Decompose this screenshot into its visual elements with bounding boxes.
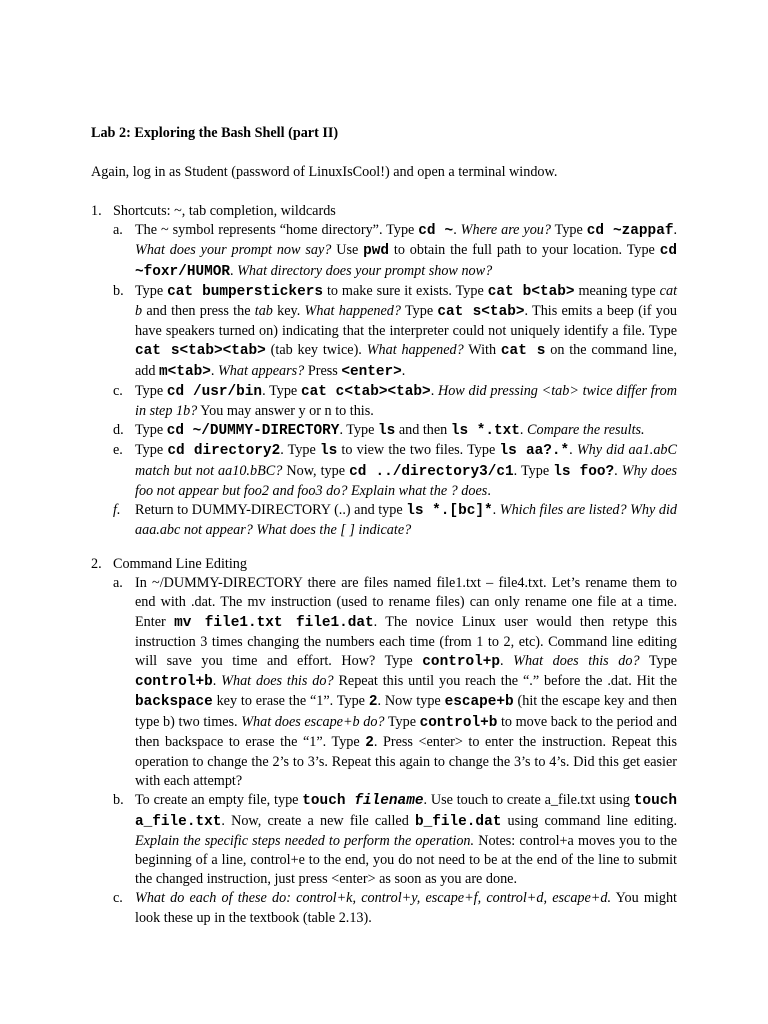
body-text: . Type xyxy=(339,422,378,439)
command-text: escape+b xyxy=(444,694,514,711)
command-text: b_file.dat xyxy=(414,813,502,830)
question-text: Where are you? xyxy=(460,222,551,239)
question-text: What happened? xyxy=(366,342,464,359)
command-text: m<tab> xyxy=(159,363,211,380)
intro-text: Again, log in as Student (password of LinuxIsCool!) and open a terminal window. xyxy=(91,164,558,180)
body-text: . Type xyxy=(513,462,554,479)
body-text: to move back to the period and then backspace to erase the “1”. Type xyxy=(135,713,678,750)
section-heading xyxy=(91,555,681,574)
body-text: Type xyxy=(135,442,168,459)
item-letter: a. xyxy=(113,575,123,592)
body-text: Return to DUMMY-DIRECTORY (..) and type xyxy=(135,502,407,519)
body-text: . xyxy=(500,653,514,670)
body-text: . xyxy=(492,502,500,519)
body-text: Notes: control+a moves you to the beginning of a line, control+e to the end, you do not need to be at the end of the line to submit the changed instruction, just press <enter> as soon as you are done. xyxy=(135,832,677,888)
command-text: control+b xyxy=(419,714,498,731)
item-letter: f. xyxy=(113,502,121,519)
body-text: . xyxy=(519,422,528,439)
body-text: Type xyxy=(639,653,678,670)
body-text: Repeat this until you reach the “.” before the .dat. Hit the xyxy=(333,673,677,690)
list-item xyxy=(91,791,677,889)
item-letter: a. xyxy=(113,222,123,239)
command-text: ls *.[bc]* xyxy=(406,503,493,520)
question-text: Which files are listed? Why did aaa.abc not appear? What does the [ ] indicate? xyxy=(135,502,678,539)
command-text: cat s<tab> xyxy=(437,304,525,321)
body-text: on the command line, add xyxy=(135,342,677,379)
body-text: . Now type xyxy=(377,693,445,710)
command-text: cat s xyxy=(500,343,546,360)
body-text: With xyxy=(463,342,501,359)
command-text: ls xyxy=(319,443,338,460)
section-heading xyxy=(91,202,681,221)
question-text: What directory does your prompt show now? xyxy=(237,262,493,279)
body-text: Type xyxy=(400,303,438,320)
section-title: Command Line Editing xyxy=(113,556,247,572)
body-text: (hit the escape key and then type b) two times. xyxy=(135,693,677,730)
body-text: . xyxy=(487,482,491,499)
section-number: 1. xyxy=(91,203,102,219)
body-text: Type xyxy=(135,282,168,299)
command-text: cat s<tab><tab> xyxy=(135,343,266,360)
list-item xyxy=(91,221,677,282)
body-text: and then press the xyxy=(142,303,255,320)
section-title: Shortcuts: ~, tab completion, wildcards xyxy=(113,203,336,219)
list-item xyxy=(91,501,677,540)
body-text: (tab key twice). xyxy=(265,342,367,359)
body-text: meaning type xyxy=(574,282,660,299)
question-text: Compare the results. xyxy=(527,422,645,439)
lab-title: Lab 2: Exploring the Bash Shell (part II) xyxy=(91,125,339,141)
question-text: What do each of these do: control+k, control+y, escape+f, control+d, escape+d. xyxy=(135,890,612,907)
body-text: . Type xyxy=(262,382,301,399)
command-text: cd ~foxr/HUMOR xyxy=(135,243,677,280)
command-text: touch xyxy=(302,793,355,810)
command-text: cd ~zappaf xyxy=(586,223,674,240)
body-text: key to erase the “1”. Type xyxy=(212,693,369,710)
body-text: . xyxy=(212,673,222,690)
item-letter: b. xyxy=(113,792,124,809)
command-text: cd ~ xyxy=(418,223,454,240)
question-text: What does this do? xyxy=(513,653,640,670)
section-number: 2. xyxy=(91,556,102,572)
question-text: Explain the specific steps needed to perform the operation. xyxy=(135,832,475,849)
body-text: to obtain the full path to your location. Type xyxy=(389,242,660,259)
command-text: touch a_file.txt xyxy=(135,793,677,830)
question-text: How did pressing <tab> twice differ from in step 1b? xyxy=(135,382,678,420)
body-text: The ~ symbol represents “home directory”. Type xyxy=(135,222,419,239)
command-text: cd ~/DUMMY-DIRECTORY xyxy=(166,423,340,440)
body-text: . xyxy=(673,222,678,239)
command-text: cat b<tab> xyxy=(487,283,575,300)
list-item xyxy=(91,441,677,501)
command-text: ls aa?.* xyxy=(499,443,570,460)
question-text: What does this do? xyxy=(221,673,334,690)
body-text: . xyxy=(230,262,238,279)
question-text: What happened? xyxy=(304,303,401,320)
body-text: . Use touch to create a_file.txt using xyxy=(423,792,634,809)
body-text: . xyxy=(453,222,461,239)
list-item xyxy=(91,421,677,441)
body-text: using command line editing. xyxy=(501,812,677,829)
body-text: Now, type xyxy=(282,462,350,479)
body-text: to make sure it exists. Type xyxy=(322,282,488,299)
section-1 xyxy=(91,202,681,540)
command-text: mv file1.txt file1.dat xyxy=(174,614,374,631)
body-text: Press xyxy=(304,362,342,379)
body-text: . xyxy=(210,362,218,379)
body-text: . Now, create a new file called xyxy=(221,812,415,829)
body-text: to view the two files. Type xyxy=(337,442,500,459)
body-text: . xyxy=(614,462,622,479)
item-letter: e. xyxy=(113,442,123,459)
body-text: . This emits a beep (if you have speakers turned on) indicating that the interpreter could not uniquely identify a file. Type xyxy=(135,303,678,340)
command-text: cd ../directory3/c1 xyxy=(349,463,514,480)
question-text: cat b xyxy=(135,282,678,320)
body-text: Type xyxy=(550,222,587,239)
body-text: To create an empty file, type xyxy=(135,792,303,809)
body-text: . Press <enter> to enter the instruction. Repeat this operation to change the 2’s to 3’s. Repeat this again to change the 3’s to 4’s. Did this get easier with each attempt? xyxy=(135,733,678,790)
command-text: ls *.txt xyxy=(450,423,520,440)
command-text: filename xyxy=(354,793,424,810)
body-text: and then xyxy=(395,422,451,439)
item-letter: b. xyxy=(113,282,124,299)
list-item xyxy=(91,282,677,382)
question-text: Why does foo not appear but foo2 and foo3 do? Explain what the ? does xyxy=(135,462,678,499)
command-text: cd /usr/bin xyxy=(166,383,263,400)
body-text: Type xyxy=(135,422,167,439)
list-item xyxy=(91,382,677,421)
command-text: 2 xyxy=(368,694,378,711)
item-letter: d. xyxy=(113,422,124,439)
body-text: You might look these up in the textbook (table 2.13). xyxy=(135,890,677,926)
list-item xyxy=(91,889,677,927)
question-text: Why did aa1.abC match but not aa10.bBC? xyxy=(135,442,677,479)
body-text: In ~/DUMMY-DIRECTORY there are files named file1.txt – file4.txt. Let’s rename them to end with .dat. The mv instruction (used to rename files) can only rename one file at a time. Enter xyxy=(135,575,677,630)
item-letter: c. xyxy=(113,890,123,907)
command-text: 2 xyxy=(365,734,374,751)
command-text: control+b xyxy=(135,674,213,691)
item-letter: c. xyxy=(113,382,123,399)
command-text: cd directory2 xyxy=(167,443,281,460)
command-text: control+p xyxy=(422,654,501,671)
section-2 xyxy=(91,555,681,928)
body-text: You may answer y or n to this. xyxy=(197,403,374,420)
command-text: cat c<tab><tab> xyxy=(300,383,431,400)
question-text: What does your prompt now say? xyxy=(135,242,332,259)
body-text: . xyxy=(569,442,577,459)
command-text: ls xyxy=(377,423,396,440)
command-text: ls foo? xyxy=(553,463,615,480)
body-text: Use xyxy=(331,242,364,259)
body-text: Type xyxy=(135,382,167,399)
body-text: Type xyxy=(384,713,420,730)
body-text: key. xyxy=(272,303,305,320)
body-text: . xyxy=(430,382,438,399)
command-text: <enter> xyxy=(341,363,402,380)
question-text: tab xyxy=(254,303,273,320)
list-item xyxy=(91,574,677,791)
question-text: What appears? xyxy=(217,362,305,379)
body-text: . The novice Linux user would then retype this instruction 3 times changing the numbers each time (from 1 to 2, etc). Command line editing will save you time and effort. How? Type xyxy=(135,613,677,670)
body-text: . Type xyxy=(280,442,320,459)
command-text: backspace xyxy=(135,694,213,711)
question-text: What does escape+b do? xyxy=(241,713,385,730)
command-text: cat bumperstickers xyxy=(167,283,323,300)
body-text: . xyxy=(401,362,406,379)
command-text: pwd xyxy=(363,243,390,260)
